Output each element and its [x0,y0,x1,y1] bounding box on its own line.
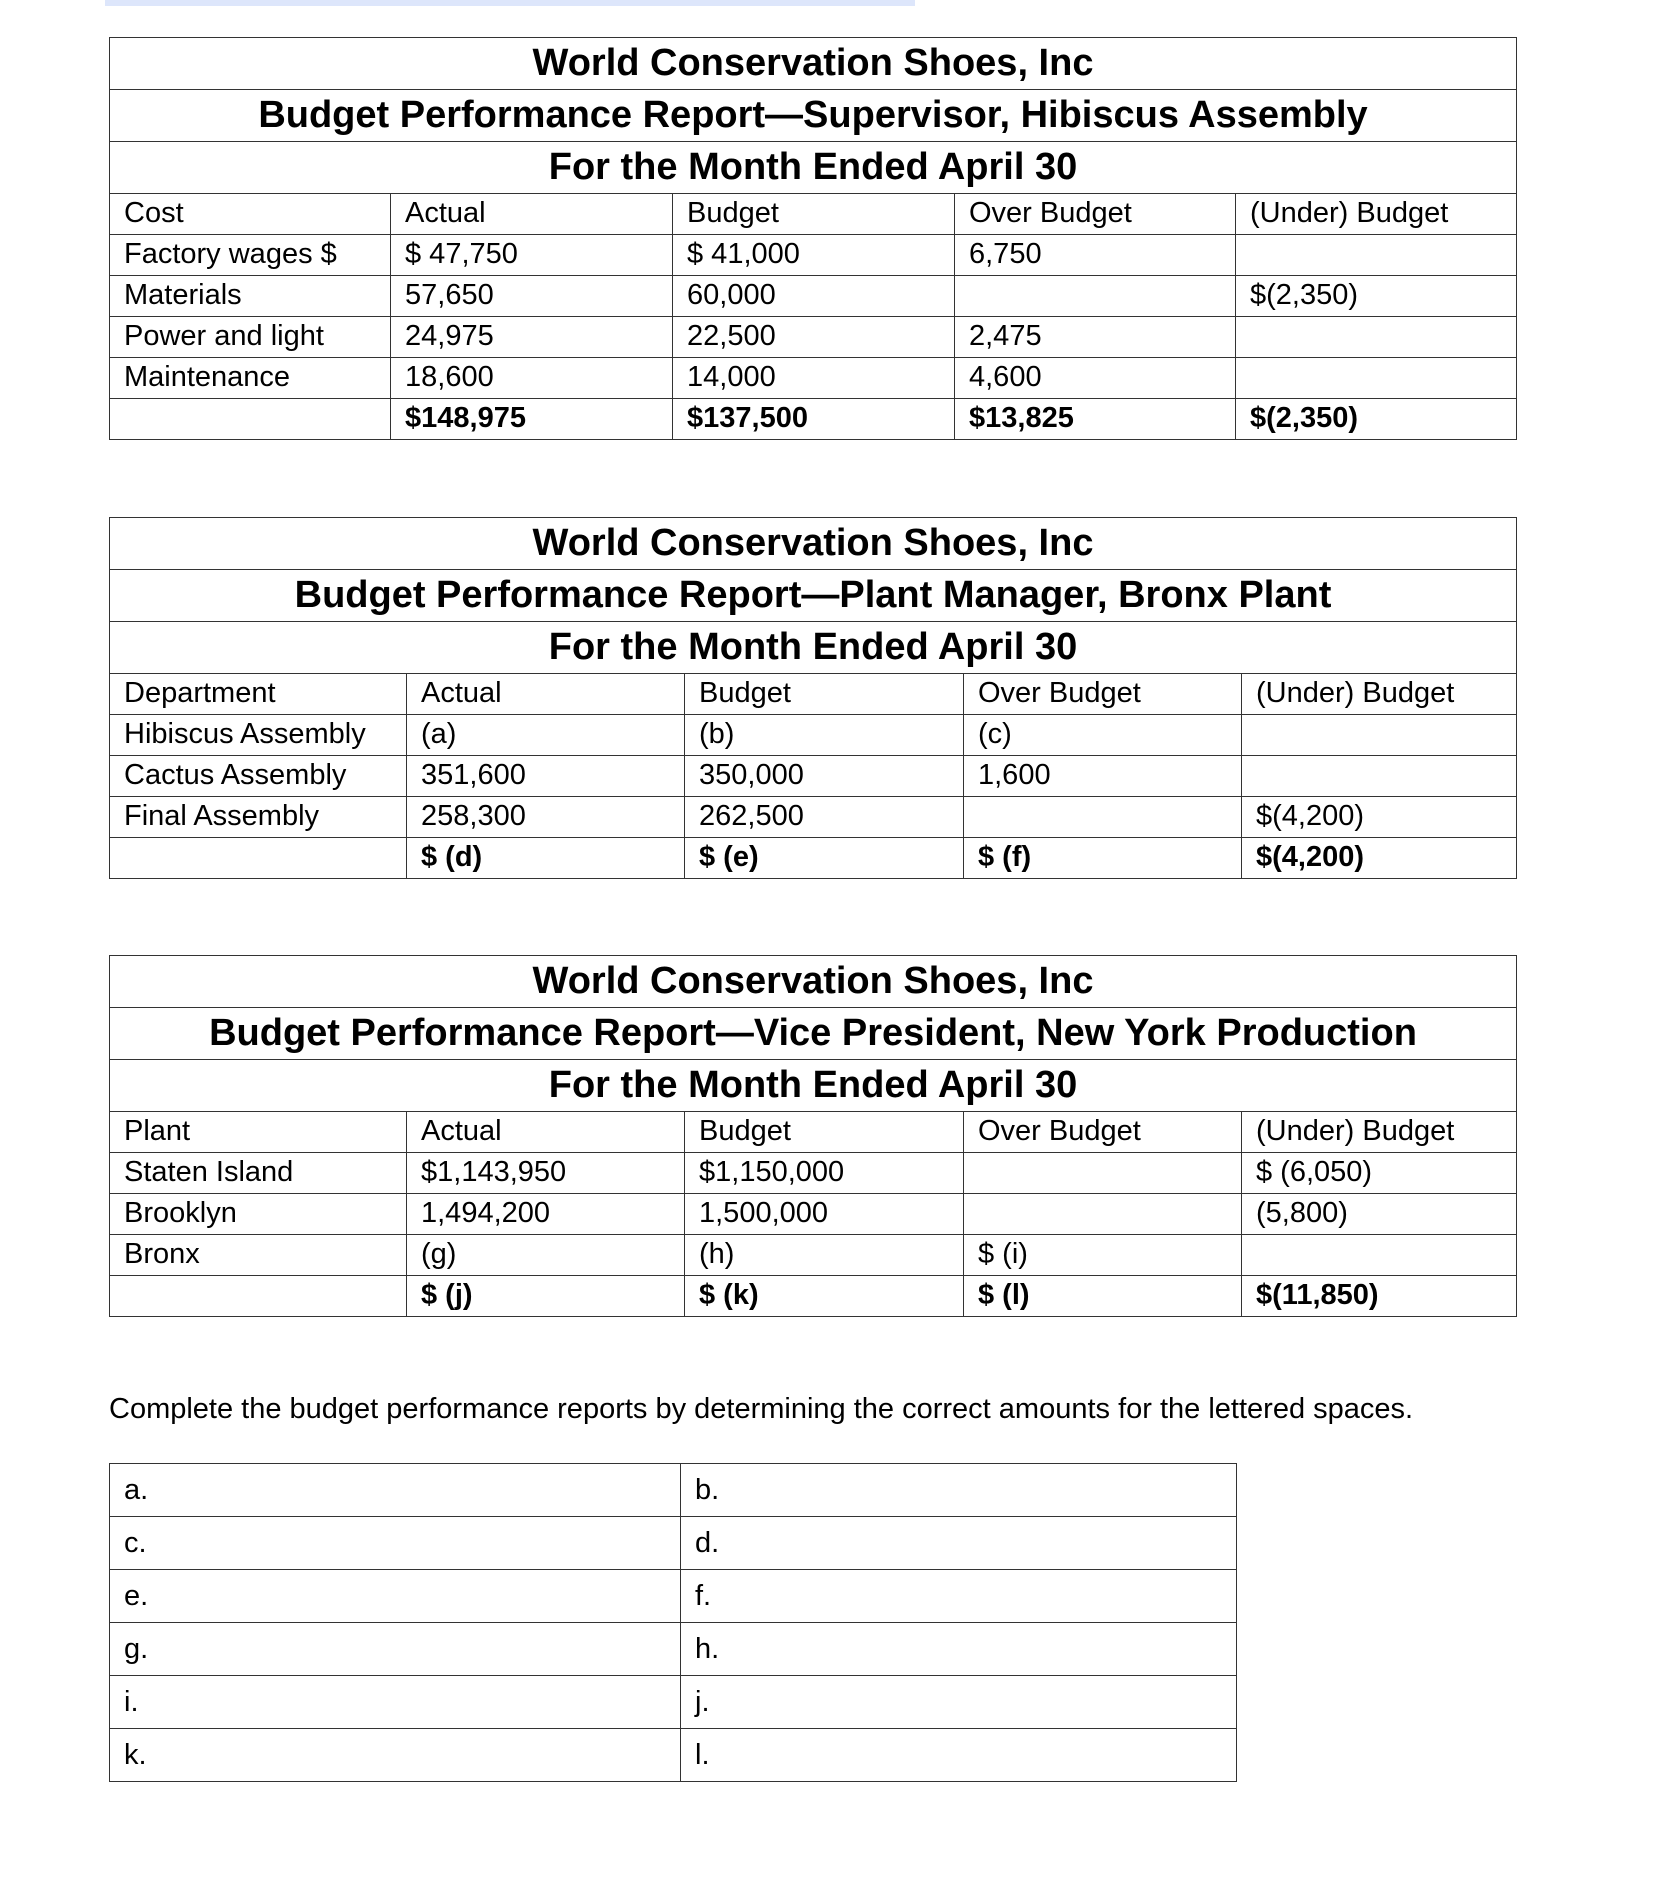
budget-cell: 1,500,000 [685,1194,964,1235]
report-title: World Conservation Shoes, Inc [110,518,1517,570]
report-period: For the Month Ended April 30 [110,622,1517,674]
header-row [110,1112,1517,1153]
actual-cell: $1,143,950 [407,1153,685,1194]
answer-cell-e[interactable]: e. [110,1570,681,1623]
header-cell: Actual [407,1112,685,1153]
header-cell: Budget [685,674,964,715]
over-budget-cell: 2,475 [955,317,1236,358]
row-label: Hibiscus Assembly [110,715,407,756]
over-budget-cell: (c) [964,715,1242,756]
answer-cell-l[interactable]: l. [681,1729,1237,1782]
report-title: World Conservation Shoes, Inc [110,38,1517,90]
row-label: Final Assembly [110,797,407,838]
over-budget-cell: 1,600 [964,756,1242,797]
total-under-budget: $(11,850) [1242,1276,1517,1317]
header-cell: Over Budget [955,194,1236,235]
total-under-budget: $(2,350) [1236,399,1517,440]
answer-cell-i[interactable]: i. [110,1676,681,1729]
report-bronx-plant [109,517,1517,879]
header-row [110,194,1517,235]
table-row [110,1153,1517,1194]
report-subtitle: Budget Performance Report—Supervisor, Hibiscus Assembly [110,90,1517,142]
under-budget-cell: $(2,350) [1236,276,1517,317]
answer-cell-c[interactable]: c. [110,1517,681,1570]
header-cell: Department [110,674,407,715]
total-under-budget: $(4,200) [1242,838,1517,879]
total-label [110,838,407,879]
budget-cell: 350,000 [685,756,964,797]
row-label: Staten Island [110,1153,407,1194]
answer-row [110,1464,1237,1517]
answer-row [110,1676,1237,1729]
report-new-york-production [109,955,1517,1317]
header-cell: Actual [391,194,673,235]
under-budget-cell [1236,358,1517,399]
total-label [110,1276,407,1317]
table-row [110,1235,1517,1276]
answer-row [110,1623,1237,1676]
table-row [110,715,1517,756]
top-highlight-strip [105,0,915,6]
header-cell: Plant [110,1112,407,1153]
header-row [110,674,1517,715]
answer-cell-d[interactable]: d. [681,1517,1237,1570]
total-budget: $137,500 [673,399,955,440]
row-label: Brooklyn [110,1194,407,1235]
answer-cell-a[interactable]: a. [110,1464,681,1517]
total-row [110,1276,1517,1317]
row-label: Power and light [110,317,391,358]
total-row [110,399,1517,440]
table-row [110,317,1517,358]
actual-cell: 24,975 [391,317,673,358]
table-row [110,756,1517,797]
header-cell: (Under) Budget [1242,1112,1517,1153]
row-label: Cactus Assembly [110,756,407,797]
total-row [110,838,1517,879]
budget-cell: $ 41,000 [673,235,955,276]
budget-cell: 22,500 [673,317,955,358]
actual-cell: 1,494,200 [407,1194,685,1235]
report-title: World Conservation Shoes, Inc [110,956,1517,1008]
table-row [110,1194,1517,1235]
report-period: For the Month Ended April 30 [110,142,1517,194]
under-budget-cell: $ (6,050) [1242,1153,1517,1194]
instruction-text: Complete the budget performance reports by determining the correct amounts for the lettered spaces. [109,1393,1414,1425]
over-budget-cell: 4,600 [955,358,1236,399]
header-cell: (Under) Budget [1236,194,1517,235]
under-budget-cell [1242,756,1517,797]
answer-cell-g[interactable]: g. [110,1623,681,1676]
over-budget-cell [964,797,1242,838]
total-over-budget: $ (l) [964,1276,1242,1317]
over-budget-cell [955,276,1236,317]
over-budget-cell [964,1194,1242,1235]
header-cell: Cost [110,194,391,235]
actual-cell: 57,650 [391,276,673,317]
actual-cell: 18,600 [391,358,673,399]
header-cell: Actual [407,674,685,715]
total-actual: $ (d) [407,838,685,879]
actual-cell: 351,600 [407,756,685,797]
header-cell: (Under) Budget [1242,674,1517,715]
table-row [110,276,1517,317]
header-cell: Budget [673,194,955,235]
budget-cell: (h) [685,1235,964,1276]
row-label: Factory wages $ [110,235,391,276]
under-budget-cell: (5,800) [1242,1194,1517,1235]
under-budget-cell [1236,317,1517,358]
answer-grid [109,1463,1237,1782]
row-label: Maintenance [110,358,391,399]
under-budget-cell [1236,235,1517,276]
answer-row [110,1729,1237,1782]
budget-cell: 14,000 [673,358,955,399]
report-subtitle: Budget Performance Report—Plant Manager, Bronx Plant [110,570,1517,622]
answer-cell-f[interactable]: f. [681,1570,1237,1623]
total-label [110,399,391,440]
total-over-budget: $ (f) [964,838,1242,879]
row-label: Bronx [110,1235,407,1276]
total-over-budget: $13,825 [955,399,1236,440]
actual-cell: (a) [407,715,685,756]
answer-cell-j[interactable]: j. [681,1676,1237,1729]
actual-cell: $ 47,750 [391,235,673,276]
header-cell: Over Budget [964,1112,1242,1153]
report-hibiscus-assembly [109,37,1517,440]
actual-cell: 258,300 [407,797,685,838]
row-label: Materials [110,276,391,317]
answer-cell-k[interactable]: k. [110,1729,681,1782]
header-cell: Budget [685,1112,964,1153]
answer-cell-h[interactable]: h. [681,1623,1237,1676]
over-budget-cell: 6,750 [955,235,1236,276]
budget-cell: $1,150,000 [685,1153,964,1194]
answer-cell-b[interactable]: b. [681,1464,1237,1517]
table-row [110,235,1517,276]
total-budget: $ (e) [685,838,964,879]
budget-cell: 60,000 [673,276,955,317]
over-budget-cell: $ (i) [964,1235,1242,1276]
answer-row [110,1570,1237,1623]
under-budget-cell [1242,715,1517,756]
total-budget: $ (k) [685,1276,964,1317]
table-row [110,358,1517,399]
report-period: For the Month Ended April 30 [110,1060,1517,1112]
table-row [110,797,1517,838]
total-actual: $ (j) [407,1276,685,1317]
under-budget-cell: $(4,200) [1242,797,1517,838]
header-cell: Over Budget [964,674,1242,715]
report-subtitle: Budget Performance Report—Vice President, New York Production [110,1008,1517,1060]
under-budget-cell [1242,1235,1517,1276]
actual-cell: (g) [407,1235,685,1276]
over-budget-cell [964,1153,1242,1194]
total-actual: $148,975 [391,399,673,440]
answer-row [110,1517,1237,1570]
budget-cell: 262,500 [685,797,964,838]
budget-cell: (b) [685,715,964,756]
